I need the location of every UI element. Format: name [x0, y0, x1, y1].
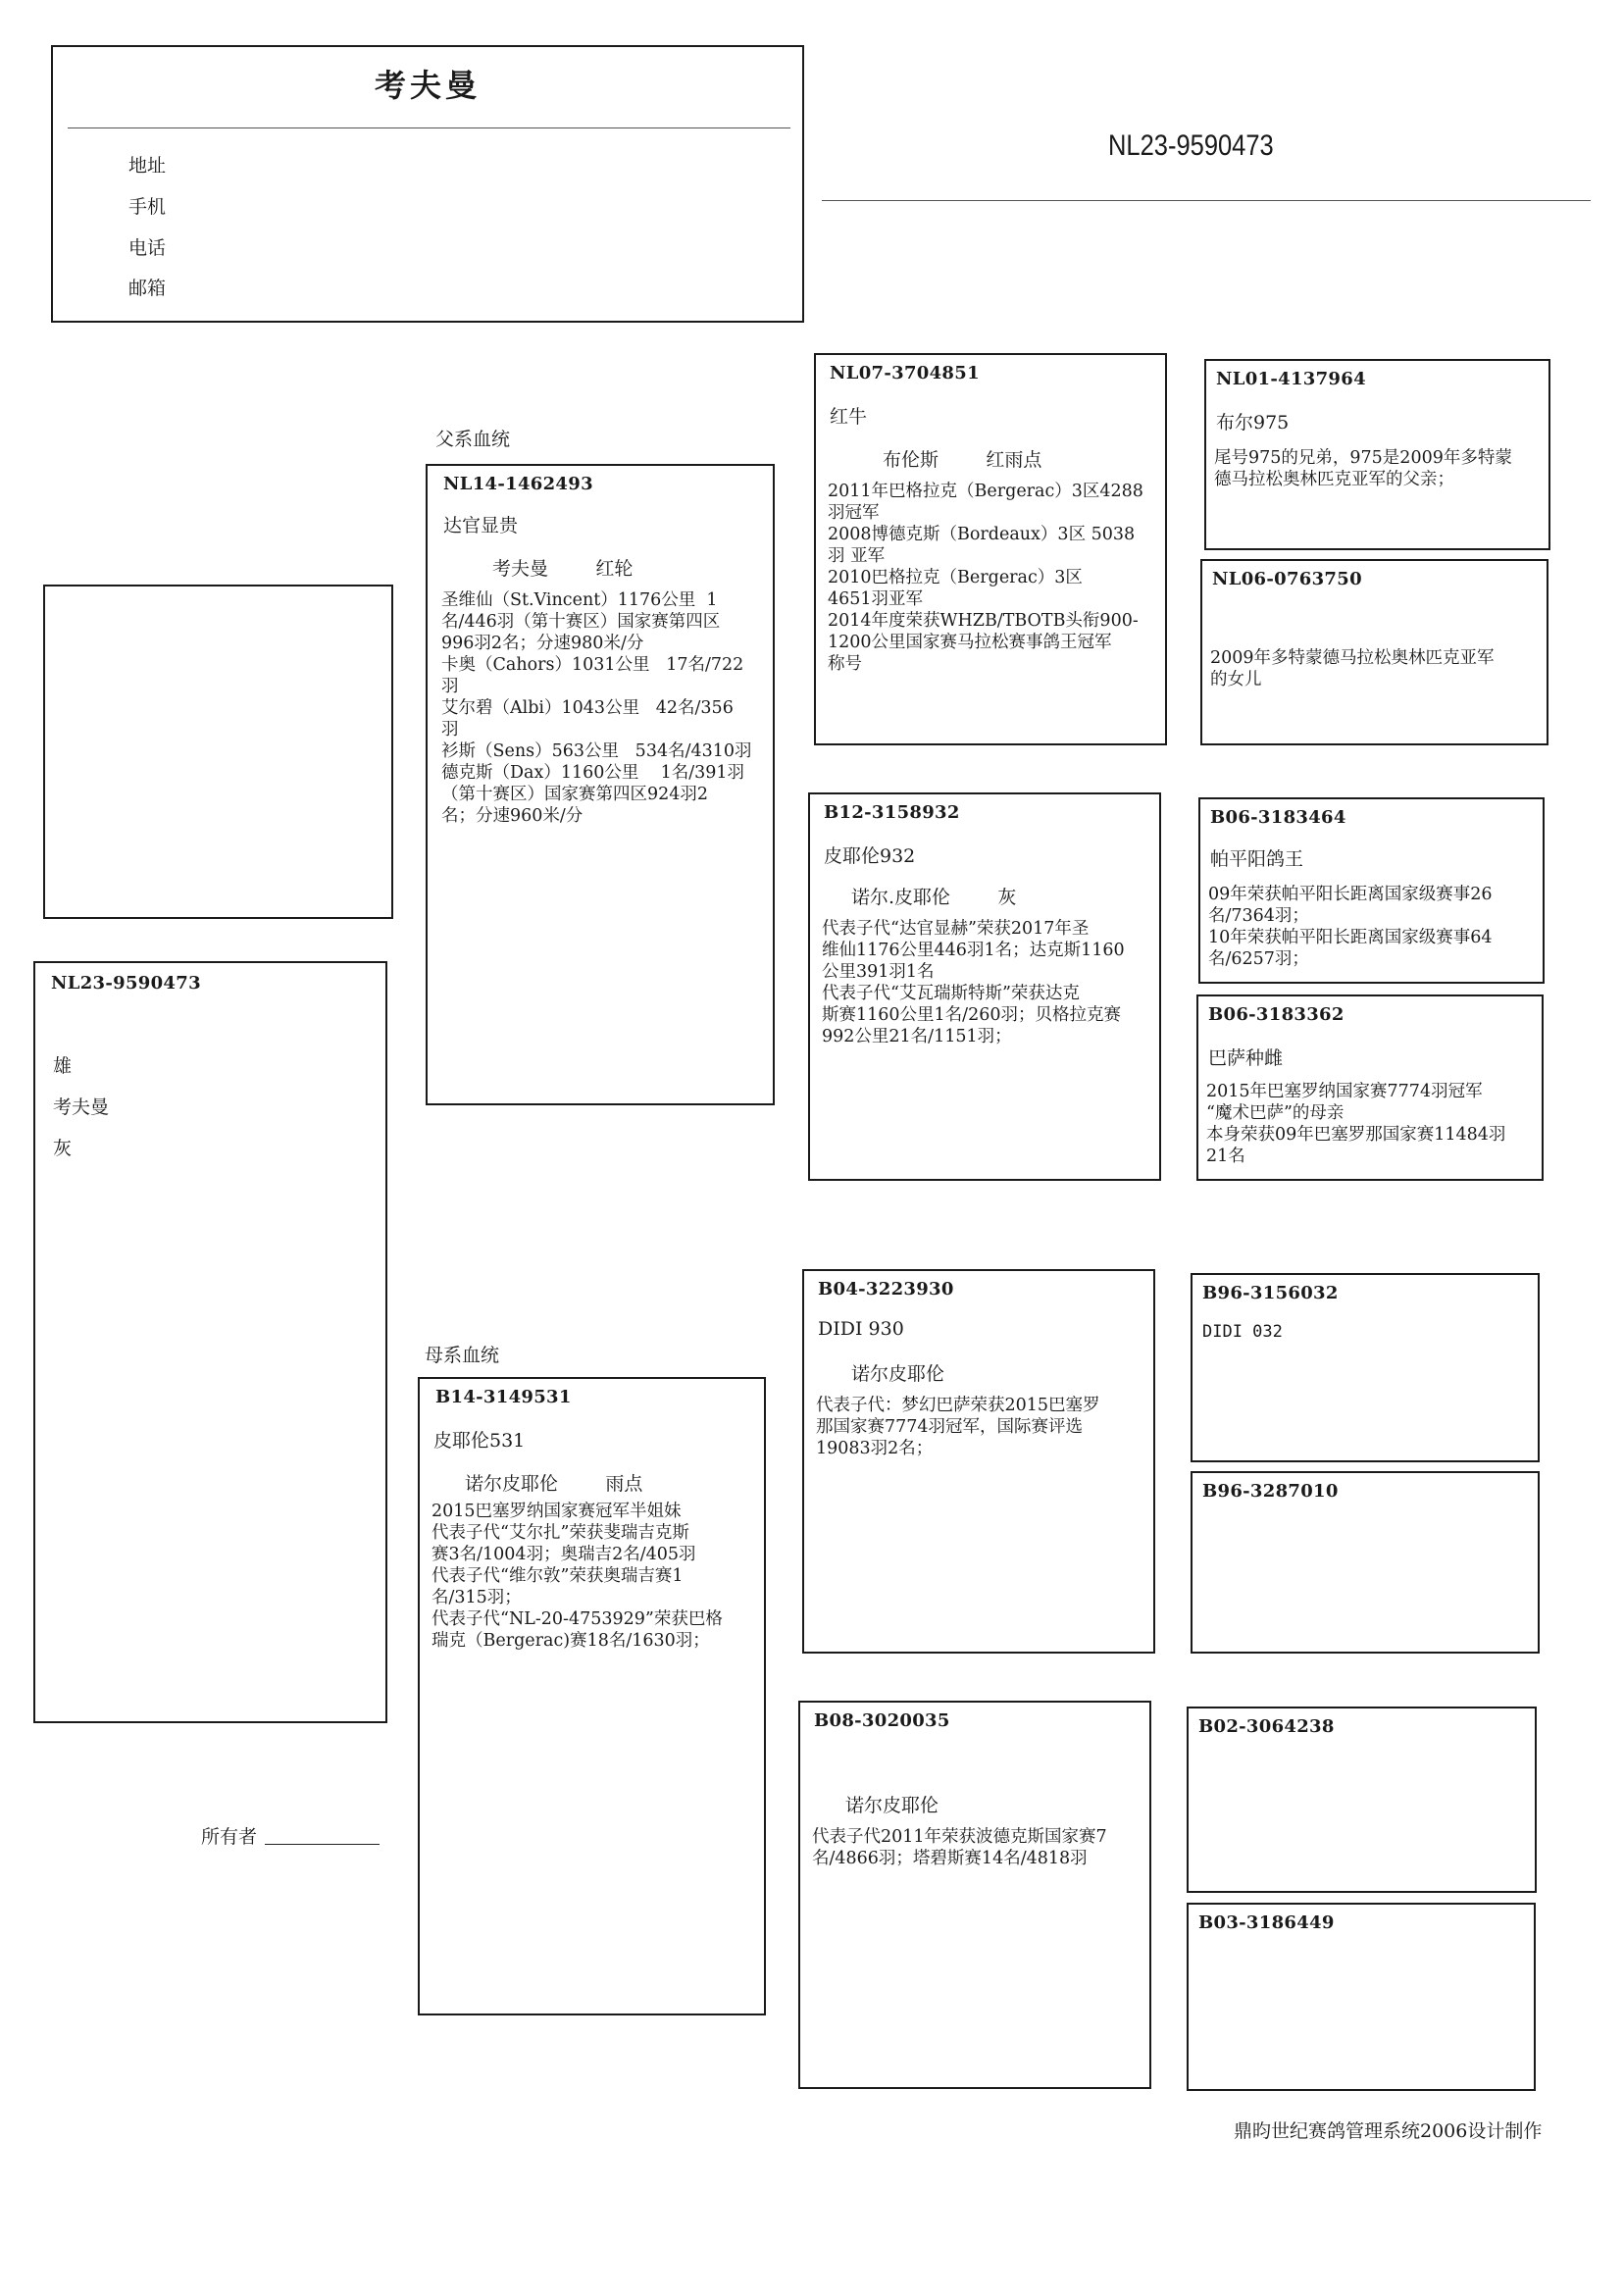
- ddd-ring: B03-3186449: [1198, 1912, 1335, 1933]
- header-ring-number: NL23-9590473: [1108, 129, 1274, 162]
- dd-notes: 代表子代2011年荣获波德克斯国家赛7 名/4866羽；塔碧斯赛14名/4818羽: [812, 1827, 1107, 1868]
- ss-name: 红牛: [830, 406, 868, 428]
- sss-name: 布尔975: [1216, 412, 1290, 433]
- dd-parents: 诺尔皮耶伦: [845, 1795, 939, 1816]
- pigeon-sex: 雄: [53, 1055, 73, 1077]
- dss-box: [1191, 1273, 1540, 1462]
- ddd-box: [1187, 1903, 1536, 2091]
- dsd-ring: B96-3287010: [1202, 1481, 1339, 1502]
- sdd-ring: B06-3183362: [1208, 1004, 1345, 1025]
- dds-ring: B02-3064238: [1198, 1716, 1335, 1737]
- ss-box: [814, 353, 1167, 745]
- dam-name: 皮耶伦531: [433, 1430, 526, 1452]
- ss-parents: 布伦斯 红雨点: [883, 449, 1042, 471]
- sire-ring: NL14-1462493: [443, 474, 593, 494]
- ss-notes: 2011年巴格拉克（Bergerac）3区4288 羽冠军 2008博德克斯（Bordeaux）3区 5038 羽 亚军 2010巴格拉克（Bergerac）3区 4651羽亚军 2014年度荣获WHZB/TBOTB头衔900- 1200公里国家赛马拉松赛事鸽王冠军 称号: [828, 482, 1143, 674]
- email-label: 邮箱: [128, 278, 167, 299]
- ssd-notes: 2009年多特蒙德马拉松奥林匹克亚军 的女儿: [1210, 648, 1495, 689]
- header-ring-underline: [822, 200, 1591, 201]
- dam-parents: 诺尔皮耶伦 雨点: [465, 1473, 643, 1495]
- ssd-box: [1200, 559, 1548, 745]
- pigeon-name: 考夫曼: [53, 1096, 110, 1118]
- mobile-label: 手机: [128, 196, 167, 218]
- ds-parents: 诺尔皮耶伦: [851, 1363, 945, 1385]
- ds-ring: B04-3223930: [818, 1279, 954, 1300]
- sds-ring: B06-3183464: [1210, 807, 1346, 828]
- sd-name: 皮耶伦932: [824, 845, 916, 867]
- sire-name: 达官显贵: [443, 515, 519, 536]
- sd-notes: 代表子代“达官显赫”荣获2017年圣 维仙1176公里446羽1名；达克斯1160 公里391羽1名 代表子代“艾瓦瑞斯特斯”荣获达克 斯赛1160公里1名/260羽；贝格拉克赛 992公里21名/1151羽；: [822, 919, 1125, 1046]
- sss-ring: NL01-4137964: [1216, 369, 1366, 389]
- sdd-notes: 2015年巴塞罗纳国家赛7774羽冠军 “魔术巴萨”的母亲 本身荣获09年巴塞罗那国家赛11484羽 21名: [1206, 1082, 1506, 1166]
- sds-name: 帕平阳鸽王: [1210, 848, 1304, 870]
- dam-ring: B14-3149531: [435, 1387, 572, 1407]
- dss-name: DIDI 032: [1202, 1322, 1283, 1342]
- pigeon-color: 灰: [53, 1138, 73, 1159]
- owner-info-box: [51, 45, 804, 323]
- dd-box: [798, 1701, 1151, 2089]
- ds-box: [802, 1269, 1155, 1654]
- phone-label: 电话: [128, 237, 167, 259]
- sss-box: [1204, 359, 1550, 550]
- owner-signature-label: 所有者: [201, 1826, 258, 1848]
- address-label: 地址: [128, 155, 167, 177]
- ss-ring: NL07-3704851: [830, 363, 980, 383]
- dsd-box: [1191, 1471, 1540, 1654]
- sire-parents: 考夫曼 红轮: [492, 558, 634, 580]
- software-credit: 鼎昀世纪赛鸽管理系统2006设计制作: [1234, 2120, 1543, 2142]
- dam-line-label: 母系血统: [425, 1345, 500, 1366]
- dds-box: [1187, 1707, 1537, 1893]
- sire-notes: 圣维仙（St.Vincent）1176公里 1 名/446羽（第十赛区）国家赛第四区 996羽2名；分速980米/分 卡奥（Cahors）1031公里 17名/722 羽 艾尔碧（Albi）1043公里 42名/356 羽 衫斯（Sens）563公里 534名/4310羽 德克斯（Dax）1160公里 1名/391羽 （第十赛区）国家赛第四区924羽2 名；分速960米/分: [441, 590, 752, 826]
- dd-ring: B08-3020035: [814, 1710, 950, 1731]
- pigeon-ring: NL23-9590473: [51, 973, 201, 994]
- sds-notes: 09年荣获帕平阳长距离国家级赛事26 名/7364羽； 10年荣获帕平阳长距离国家级赛事64 名/6257羽；: [1208, 885, 1493, 969]
- dam-notes: 2015巴塞罗纳国家赛冠军半姐妹 代表子代“艾尔扎”荣获斐瑞吉克斯 赛3名/1004羽；奥瑞吉2名/405羽 代表子代“维尔敦”荣获奥瑞吉赛1 名/315羽； 代表子代“NL-20-4753929”荣获巴格 瑞克（Bergerac)赛18名/1630羽；: [431, 1502, 723, 1651]
- sdd-name: 巴萨种雌: [1208, 1047, 1284, 1069]
- pigeon-box: [33, 961, 387, 1723]
- ssd-ring: NL06-0763750: [1212, 569, 1362, 589]
- sd-parents: 诺尔.皮耶伦 灰: [851, 887, 1017, 908]
- dam-box: [418, 1377, 766, 2015]
- sdd-box: [1196, 994, 1544, 1181]
- sire-box: [426, 464, 775, 1105]
- sss-notes: 尾号975的兄弟，975是2009年多特蒙 德马拉松奥林匹克亚军的父亲；: [1214, 448, 1512, 489]
- dss-ring: B96-3156032: [1202, 1283, 1339, 1303]
- ds-notes: 代表子代：梦幻巴萨荣获2015巴塞罗 那国家赛7774羽冠军，国际赛评选 19083羽2名；: [816, 1396, 1100, 1458]
- owner-signature-line: [265, 1844, 380, 1845]
- sd-ring: B12-3158932: [824, 802, 960, 823]
- owner-name: 考夫曼: [374, 67, 481, 104]
- sds-box: [1198, 797, 1545, 984]
- photo-box: [43, 585, 393, 919]
- ds-name: DIDI 930: [818, 1318, 904, 1340]
- sd-box: [808, 792, 1161, 1181]
- sire-line-label: 父系血统: [435, 429, 511, 450]
